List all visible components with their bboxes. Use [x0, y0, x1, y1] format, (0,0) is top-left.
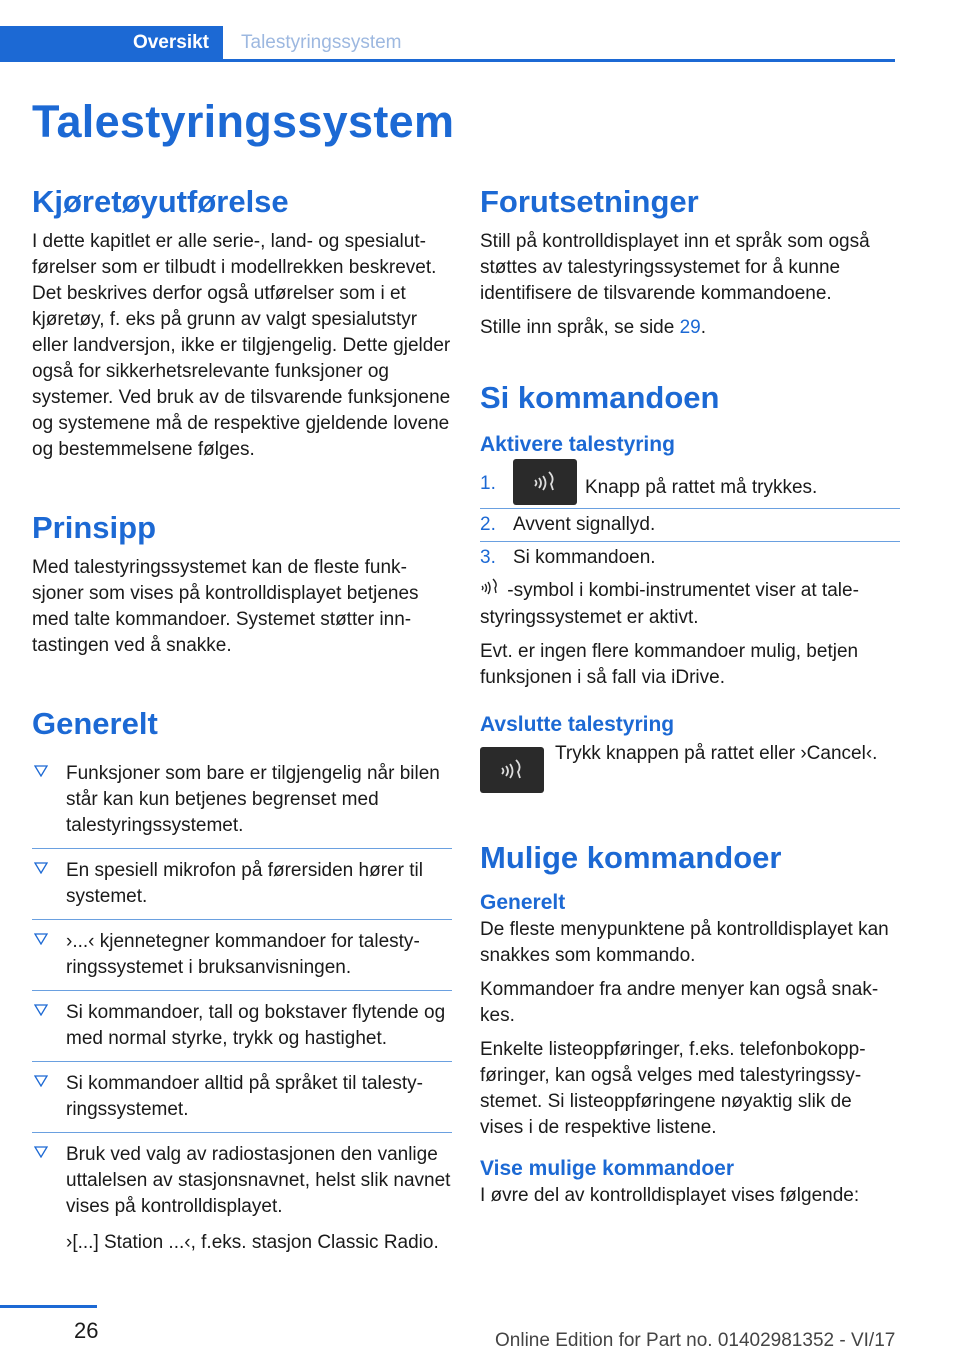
left-column — [32, 183, 452, 1256]
subheading-aktivere-talestyring: Aktivere talestyring — [480, 433, 675, 456]
triangle-bullet-icon — [34, 1075, 48, 1087]
list-item: Si kommandoer, tall og bokstaver flytende og med normal styrke, trykk og hastighet. — [32, 990, 452, 1052]
page-link-29[interactable]: 29 — [679, 317, 701, 338]
end-voice-row — [480, 743, 900, 795]
triangle-bullet-icon — [34, 765, 48, 777]
heading-si-kommandoen: Si kommandoen — [480, 380, 720, 415]
voice-symbol-note: -symbol i kombi-instrumentet viser at talestyringssystemet er aktivt. — [480, 577, 900, 631]
heading-prinsipp: Prinsipp — [32, 510, 157, 545]
voice-button-icon — [513, 459, 577, 505]
heading-kjoretoyutforelse: Kjøretøyutførelse — [32, 184, 289, 219]
page-number: 26 — [74, 1318, 99, 1343]
footer-rule — [0, 1305, 97, 1308]
list-item: 3. Si kommandoen. — [480, 541, 900, 571]
end-voice-text: Trykk knappen på rattet eller ›Cancel‹. — [555, 743, 878, 764]
triangle-bullet-icon — [34, 933, 48, 945]
voice-button-icon — [480, 747, 544, 793]
page-title: Talestyringssystem — [32, 96, 455, 147]
list-item: Si kommandoer alltid på språket til talestyringssystemet. — [32, 1061, 452, 1123]
triangle-bullet-icon — [34, 1004, 48, 1016]
subheading-avslutte-talestyring: Avslutte talestyring — [480, 713, 675, 736]
subheading-generelt: Generelt — [480, 891, 566, 914]
triangle-bullet-icon — [34, 862, 48, 874]
generelt-list — [32, 761, 452, 1256]
paragraph-menypunkter: De fleste menypunktene på kontrolldisplayet kan snakkes som kommando. — [480, 919, 889, 966]
list-item: 1. Knapp på rattet må trykkes. — [480, 471, 900, 505]
voice-symbol-icon — [480, 577, 502, 605]
paragraph-andre-menyer: Kommandoer fra andre menyer kan også snakkes. — [480, 979, 879, 1026]
paragraph-ovre-del: I øvre del av kontrolldisplayet vises følgende: — [480, 1185, 860, 1206]
list-item: Bruk ved valg av radiostasjonen den vanlige uttalelsen av stasjonsnavnet, helst slik navnet vises på kontrolldisplayet. ›[...] Station ...‹, f.eks. stasjon Classic Radio. — [32, 1132, 452, 1256]
heading-forutsetninger: Forutsetninger — [480, 184, 699, 219]
subheading-vise-mulige-kommandoer: Vise mulige kommandoer — [480, 1157, 735, 1180]
tab-oversikt[interactable]: Oversikt — [0, 26, 223, 60]
list-item: En spesiell mikrofon på førersiden hører til systemet. — [32, 848, 452, 910]
station-example: ›[...] Station ...‹, f.eks. stasjon Classic Radio. — [66, 1232, 439, 1253]
heading-generelt: Generelt — [32, 706, 158, 741]
heading-mulige-kommandoer: Mulige kommandoer — [480, 840, 782, 875]
right-column — [480, 183, 900, 1209]
triangle-bullet-icon — [34, 1146, 48, 1158]
list-item: Funksjoner som bare er tilgjengelig når bilen står kan kun betjenes begrenset med talestyringssystemet. — [32, 761, 452, 839]
paragraph-forutsetninger: Still på kontrolldisplayet inn et språk som også støttes av talestyringssystemet for å kunne identifisere de tilsvarende kommandoene. — [480, 231, 870, 304]
steps-list — [480, 471, 900, 571]
list-item: ›...‹ kjennetegner kommandoer for talestyringssystemet i bruksanvisningen. — [32, 919, 452, 981]
paragraph-listeoppforinger: Enkelte listeoppføringer, f.eks. telefonbokoppføringer, kan også velges med talestyringssystemet. Si listeoppføringene nøyaktig slik de vises i de respektive listene. — [480, 1039, 866, 1138]
paragraph-evt: Evt. er ingen flere kommandoer mulig, betjen funksjonen i så fall via iDrive. — [480, 641, 859, 688]
paragraph-kjoretoyutforelse: I dette kapitlet er alle serie-, land- og spesialutførelser som er tilbudt i modellrekken beskrevet. Det beskrives derfor også utførelser som i et kjøretøy, f. eks på grunn av valgt spesialutstyr eller landversjon, ikke er tilgjengelig. Dette gjelder også for sikkerhetsrelevante funksjoner og systemer. Ved bruk av de tilsvarende funksjonene og systemene må de respektive gjeldende lovene og bestemmelsene følges. — [32, 231, 451, 460]
tab-talestyringssystem[interactable]: Talestyringssystem — [241, 32, 402, 53]
language-reference: Stille inn språk, se side 29. — [480, 317, 707, 338]
header-rule — [0, 59, 895, 62]
edition-note: Online Edition for Part no. 01402981352 - VI/17 — [495, 1330, 896, 1351]
paragraph-prinsipp: Med talestyringssystemet kan de fleste funksjoner som vises på kontrolldisplayet betjenes med talte kommandoer. Systemet støtter inntastingen ved å snakke. — [32, 557, 419, 656]
list-item: 2. Avvent signallyd. — [480, 508, 900, 538]
